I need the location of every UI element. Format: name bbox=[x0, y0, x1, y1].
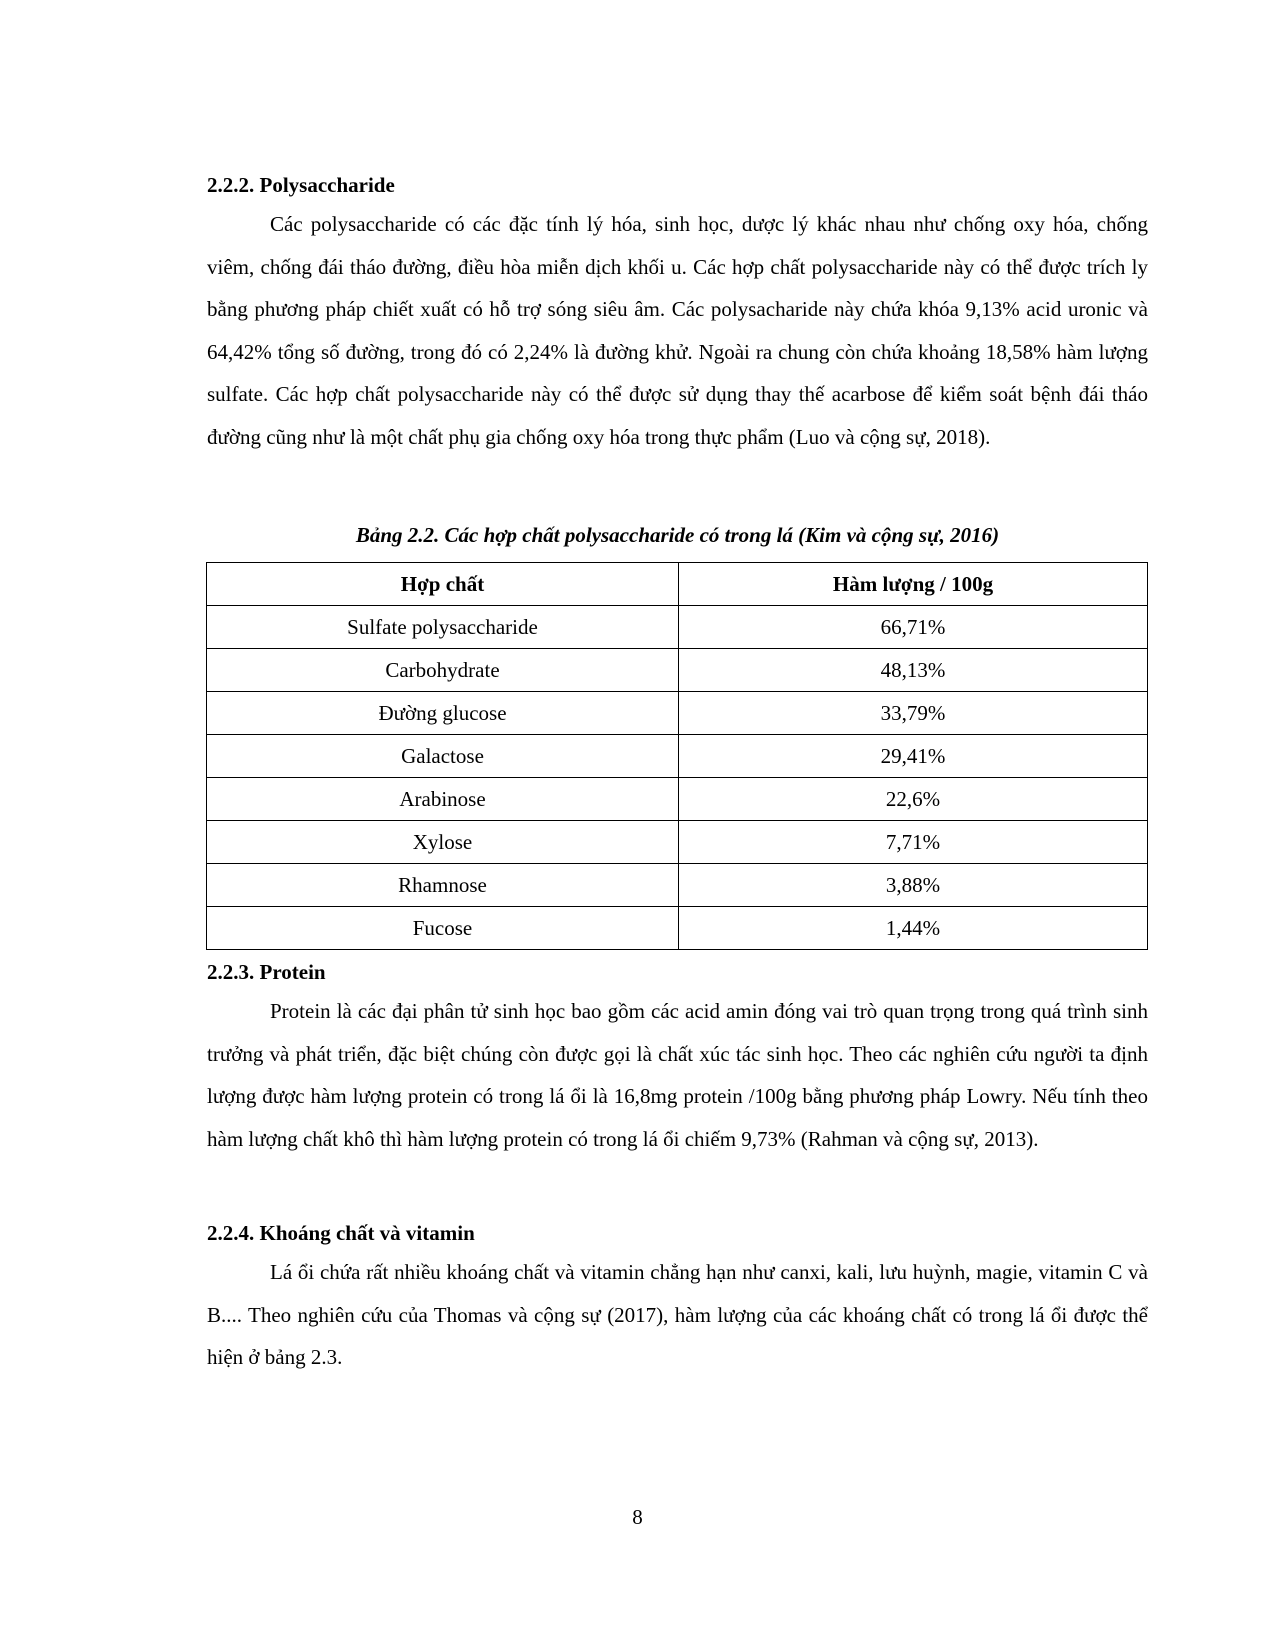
table-cell-compound: Arabinose bbox=[207, 778, 679, 821]
table-row bbox=[207, 864, 1148, 907]
table-header-content: Hàm lượng / 100g bbox=[679, 563, 1148, 606]
table-row bbox=[207, 692, 1148, 735]
polysaccharide-table bbox=[206, 562, 1148, 950]
table-cell-compound: Sulfate polysaccharide bbox=[207, 606, 679, 649]
minerals-paragraph: Lá ổi chứa rất nhiều khoáng chất và vitamin chẳng hạn như canxi, kali, lưu huỳnh, magie, vitamin C và B.... Theo nghiên cứu của Thomas và cộng sự (2017), hàm lượng của các khoáng chất có trong lá ổi được thể hiện ở bảng 2.3. bbox=[207, 1260, 1148, 1369]
table-cell-compound: Fucose bbox=[207, 907, 679, 950]
table-cell-compound: Rhamnose bbox=[207, 864, 679, 907]
table-cell-value: 7,71% bbox=[679, 821, 1148, 864]
table-row bbox=[207, 649, 1148, 692]
table-cell-value: 3,88% bbox=[679, 864, 1148, 907]
table-caption: Bảng 2.2. Các hợp chất polysaccharide có trong lá (Kim và cộng sự, 2016) bbox=[355, 523, 1000, 547]
protein-paragraph: Protein là các đại phân tử sinh học bao gồm các acid amin đóng vai trò quan trọng trong quá trình sinh trưởng và phát triển, đặc biệt chúng còn được gọi là chất xúc tác sinh học. Theo các nghiên cứu người ta định lượng được hàm lượng protein có trong lá ổi là 16,8mg protein /100g bằng phương pháp Lowry. Nếu tính theo hàm lượng chất khô thì hàm lượng protein có trong lá ổi chiếm 9,73% (Rahman và cộng sự, 2013). bbox=[207, 999, 1148, 1151]
polysaccharide-paragraph: Các polysaccharide có các đặc tính lý hóa, sinh học, dược lý khác nhau như chống oxy hóa, chống viêm, chống đái tháo đường, điều hòa miễn dịch khối u. Các hợp chất polysaccharide này có thể được trích ly bằng phương pháp chiết xuất có hỗ trợ sóng siêu âm. Các polysacharide này chứa khóa 9,13% acid uronic và 64,42% tổng số đường, trong đó có 2,24% là đường khử. Ngoài ra chung còn chứa khoảng 18,58% hàm lượng sulfate. Các hợp chất polysaccharide này có thể được sử dụng thay thế acarbose để kiểm soát bệnh đái tháo đường cũng như là một chất phụ gia chống oxy hóa trong thực phẩm (Luo và cộng sự, 2018). bbox=[207, 212, 1148, 449]
table-cell-value: 48,13% bbox=[679, 649, 1148, 692]
table-row bbox=[207, 606, 1148, 649]
table-cell-compound: Carbohydrate bbox=[207, 649, 679, 692]
table-row bbox=[207, 821, 1148, 864]
table-cell-value: 1,44% bbox=[679, 907, 1148, 950]
table-header-row bbox=[207, 563, 1148, 606]
table-cell-value: 33,79% bbox=[679, 692, 1148, 735]
table-cell-compound: Đường glucose bbox=[207, 692, 679, 735]
table-cell-compound: Xylose bbox=[207, 821, 679, 864]
table-cell-compound: Galactose bbox=[207, 735, 679, 778]
table-cell-value: 22,6% bbox=[679, 778, 1148, 821]
table-row bbox=[207, 735, 1148, 778]
table-cell-value: 29,41% bbox=[679, 735, 1148, 778]
page-number: 8 bbox=[632, 1505, 643, 1529]
section-heading-polysaccharide: 2.2.2. Polysaccharide bbox=[207, 173, 395, 197]
table-header-compound: Hợp chất bbox=[207, 563, 679, 606]
table-row bbox=[207, 778, 1148, 821]
table-row bbox=[207, 907, 1148, 950]
table-cell-value: 66,71% bbox=[679, 606, 1148, 649]
section-heading-protein: 2.2.3. Protein bbox=[207, 960, 326, 984]
section-heading-minerals-vitamins: 2.2.4. Khoáng chất và vitamin bbox=[207, 1221, 475, 1245]
